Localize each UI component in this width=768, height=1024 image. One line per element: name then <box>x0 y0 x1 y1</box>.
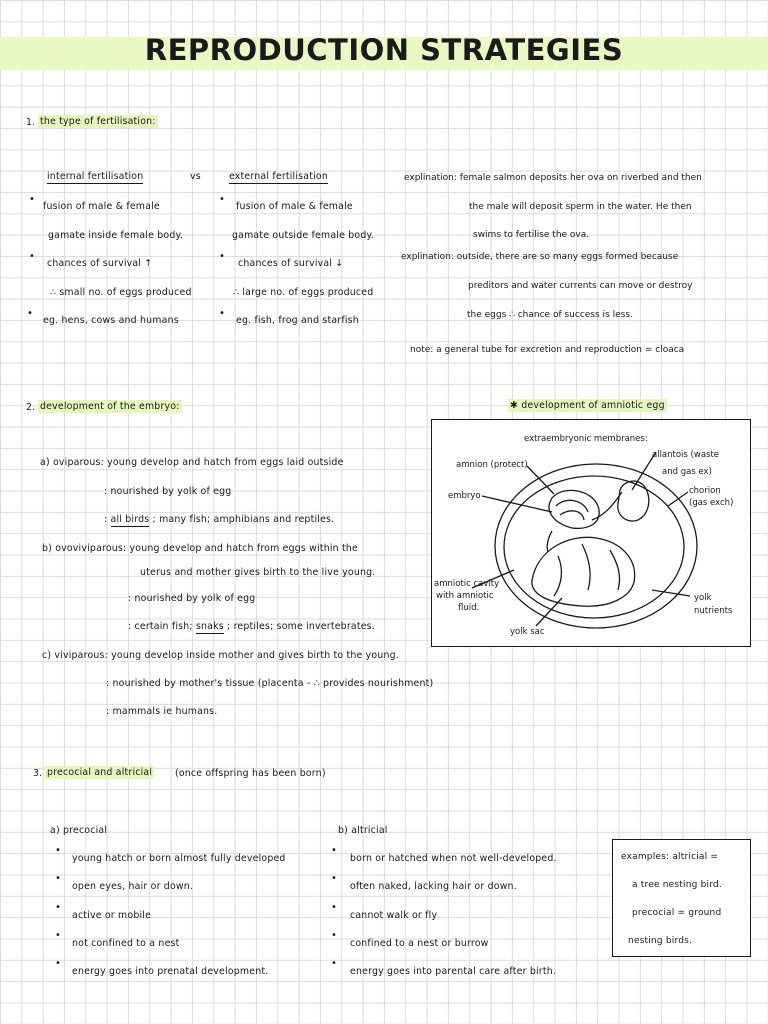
yolk-vessel <box>610 550 620 590</box>
egg-diagram-heading: ✱ development of amniotic egg <box>510 400 665 411</box>
altricial-line: energy goes into parental care after birth. <box>350 966 557 977</box>
viviparous-line: : mammals ie humans. <box>106 706 218 717</box>
precocial-line: not confined to a nest <box>72 938 180 949</box>
bullet: • <box>331 930 337 941</box>
section2-heading: development of the embryo: <box>40 401 180 412</box>
amniotic-cavity-label: fluid. <box>458 603 480 613</box>
external-line: chances of survival ↓ <box>238 258 344 269</box>
explanation-line: explination: female salmon deposits her ova on riverbed and then <box>404 173 702 183</box>
altricial-line: cannot walk or fly <box>350 910 438 921</box>
membranes-label: extraembryonic membranes: <box>524 434 648 444</box>
bullet: • <box>29 251 35 262</box>
internal-line: chances of survival ↑ <box>47 258 153 269</box>
egg-diagram-box <box>431 419 751 647</box>
altricial-line: often naked, lacking hair or down. <box>350 881 517 892</box>
precocial-line: energy goes into prenatal development. <box>72 966 269 977</box>
ovoviviparous-line: uterus and mother gives birth to the live young. <box>140 567 376 578</box>
amnion-label: amnion (protect) <box>456 460 528 470</box>
oviparous-examples-underlined: all birds <box>110 514 150 525</box>
amniotic-cavity-label: amniotic cavity <box>434 579 500 589</box>
internal-line: eg. hens, cows and humans <box>43 315 179 326</box>
bullet: • <box>331 958 337 969</box>
external-line: ∴ large no. of eggs produced <box>233 287 374 298</box>
oviparous-examples <box>104 514 334 525</box>
precocial-title: a) precocial <box>50 825 108 836</box>
pointer-line <box>652 590 690 596</box>
internal-title: internal fertilisation <box>47 171 144 182</box>
precocial-line: young hatch or born almost fully developed <box>72 853 286 864</box>
amniotic-membrane <box>504 476 684 618</box>
embryo-shape <box>549 490 599 528</box>
ovoviviparous-line: b) ovoviviparous: young develop and hatch from eggs within the <box>42 543 358 554</box>
section3-heading-note: (once offspring has been born) <box>175 768 326 779</box>
chorion-label: (gas exch) <box>689 498 734 508</box>
pointer-line <box>668 492 688 506</box>
internal-line: gamate inside female body. <box>48 230 184 241</box>
altricial-title: b) altricial <box>338 825 388 836</box>
examples-line: examples: altricial = <box>621 852 719 862</box>
external-line: fusion of male & female <box>236 201 353 212</box>
bullet: • <box>331 873 337 884</box>
external-title: external fertilisation <box>229 171 328 182</box>
oviparous-line: : nourished by yolk of egg <box>104 486 232 497</box>
yolk-sac-label: yolk sac <box>510 627 545 637</box>
yolk-label: nutrients <box>694 606 733 616</box>
bullet: • <box>219 251 225 262</box>
altricial-line: born or hatched when not well-developed. <box>350 853 557 864</box>
viviparous-line: c) viviparous: young develop inside mother and gives birth to the young. <box>42 650 399 661</box>
bullet: • <box>219 194 225 205</box>
ovoviviparous-examples <box>128 621 375 632</box>
chorion-label: chorion <box>689 486 721 496</box>
yolk-label: yolk <box>694 593 712 603</box>
oviparous-line: a) oviparous: young develop and hatch from eggs laid outside <box>40 457 344 468</box>
oviparous-examples-rest: ; many fish; amphibians and reptiles. <box>152 514 335 525</box>
amniotic-egg-diagram <box>432 420 750 646</box>
section3-heading: precocial and altricial <box>47 767 153 778</box>
bullet: • <box>55 873 61 884</box>
internal-line: ∴ small no. of eggs produced <box>50 287 192 298</box>
precocial-line: active or mobile <box>72 910 152 921</box>
ovoviviparous-examples-prefix: : certain fish; <box>128 621 193 632</box>
external-line: gamate outside female body. <box>232 230 375 241</box>
yolk-vessel <box>582 544 590 590</box>
allantois-label: and gas ex) <box>662 467 712 477</box>
bullet: • <box>55 902 61 913</box>
explanation-line: the eggs ∴ chance of success is less. <box>467 310 633 320</box>
note-line: note: a general tube for excretion and reproduction = cloaca <box>410 345 685 355</box>
bullet: • <box>331 902 337 913</box>
bullet: • <box>55 845 61 856</box>
section1-heading: the type of fertilisation: <box>40 116 156 127</box>
bullet: • <box>29 194 35 205</box>
examples-line: precocial = ground <box>632 908 722 918</box>
allantois-label: allantois (waste <box>652 450 720 460</box>
page-title: REPRODUCTION STRATEGIES <box>144 33 624 67</box>
examples-line: a tree nesting bird. <box>632 880 722 890</box>
internal-line: fusion of male & female <box>43 201 160 212</box>
bullet: • <box>331 845 337 856</box>
explanation-line: explination: outside, there are so many eggs formed because <box>401 252 679 262</box>
ovoviviparous-line: : nourished by yolk of egg <box>128 593 256 604</box>
embryo-label: embryo <box>448 491 481 501</box>
section2-number: 2. <box>26 402 36 413</box>
precocial-line: open eyes, hair or down. <box>72 881 194 892</box>
ovoviviparous-examples-rest: ; reptiles; some invertebrates. <box>227 621 375 632</box>
bullet: • <box>55 958 61 969</box>
examples-line: nesting birds. <box>628 936 693 946</box>
altricial-line: confined to a nest or burrow <box>350 938 489 949</box>
examples-box <box>612 839 751 957</box>
bullet: • <box>27 308 33 319</box>
bullet: • <box>219 308 225 319</box>
oviparous-examples-prefix: : <box>104 514 108 525</box>
explanation-line: preditors and water currents can move or destroy <box>468 281 693 291</box>
vs-label: vs <box>190 171 201 182</box>
viviparous-line: : nourished by mother's tissue (placenta - ∴ provides nourishment) <box>106 678 434 689</box>
explanation-line: the male will deposit sperm in the water. He then <box>469 202 692 212</box>
section3-number: 3. <box>33 768 43 779</box>
embryo-detail <box>560 511 584 520</box>
chorion-outer-shell <box>495 464 697 628</box>
amniotic-cavity-label: with amniotic <box>436 591 494 601</box>
yolk-vessel <box>554 556 561 596</box>
section1-number: 1. <box>26 117 36 128</box>
explanation-line: swims to fertilise the ova. <box>473 230 590 240</box>
external-line: eg. fish, frog and starfish <box>236 315 359 326</box>
bullet: • <box>55 930 61 941</box>
ovoviviparous-examples-underlined: snaks <box>195 621 224 632</box>
